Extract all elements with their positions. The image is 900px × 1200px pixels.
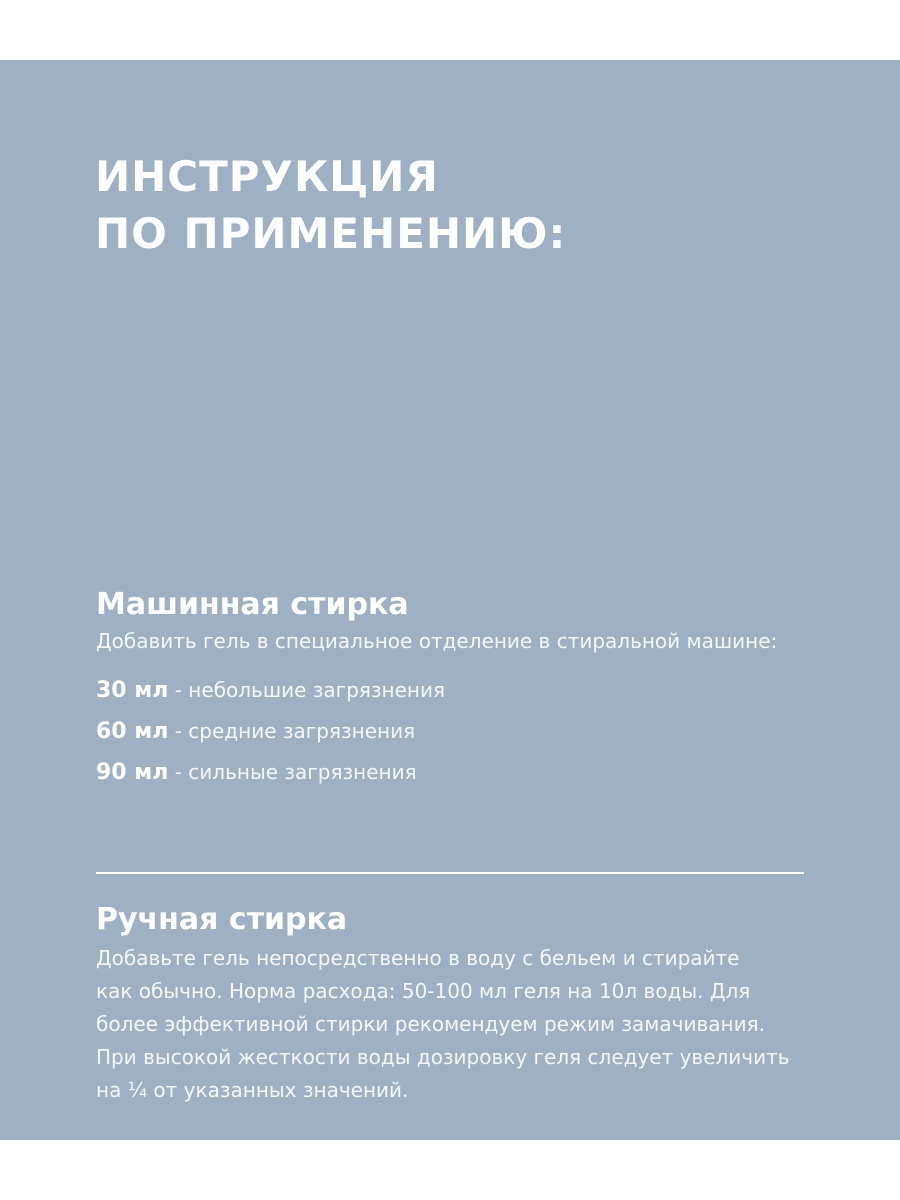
hand-wash-heading: Ручная стирка <box>96 902 348 937</box>
hand-wash-line: как обычно. Норма расхода: 50-100 мл геля на 10л воды. Для <box>96 979 751 1003</box>
dosage-amount: 60 мл <box>96 719 169 744</box>
page-title <box>95 148 566 262</box>
dosage-item <box>96 711 856 752</box>
section-divider <box>96 872 804 874</box>
title-line-1: ИНСТРУКЦИЯ <box>95 152 439 201</box>
hand-wash-line: При высокой жесткости воды дозировку геля следует увеличить <box>96 1045 790 1069</box>
machine-wash-section <box>96 585 856 793</box>
instruction-panel <box>0 60 900 1140</box>
hand-wash-line: Добавьте гель непосредственно в воду с бельем и стирайте <box>96 946 740 970</box>
dosage-item <box>96 752 856 793</box>
machine-wash-intro: Добавить гель в специальное отделение в стиральной машине: <box>96 629 778 653</box>
dosage-description: - небольшие загрязнения <box>168 678 446 702</box>
hand-wash-text <box>96 942 856 1107</box>
hand-wash-line: более эффективной стирки рекомендуем режим замачивания. <box>96 1012 765 1036</box>
dosage-amount: 30 мл <box>96 678 169 703</box>
dosage-item <box>96 670 856 711</box>
title-line-2: ПО ПРИМЕНЕНИЮ: <box>95 209 567 258</box>
dosage-list <box>96 670 856 793</box>
hand-wash-section <box>96 900 856 1107</box>
dosage-description: - сильные загрязнения <box>168 760 417 784</box>
hand-wash-line: на ¼ от указанных значений. <box>96 1078 409 1102</box>
machine-wash-heading: Машинная стирка <box>96 587 409 622</box>
dosage-description: - средние загрязнения <box>168 719 416 743</box>
dosage-amount: 90 мл <box>96 760 169 785</box>
